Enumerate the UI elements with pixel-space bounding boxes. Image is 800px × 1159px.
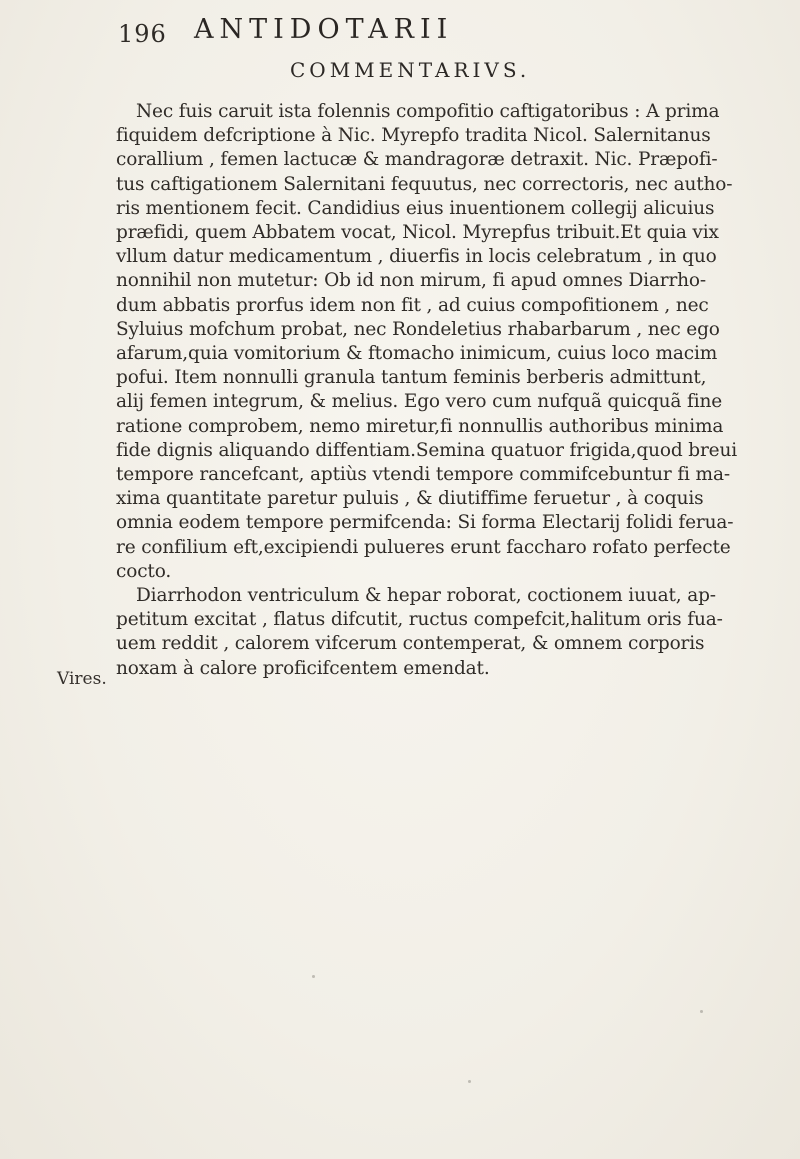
- paper-speck: [468, 1080, 471, 1083]
- text-line: Diarrhodon ventriculum & hepar roborat, coctionem iuuat, ap-: [136, 585, 716, 607]
- text-line: dum abbatis prorfus idem non fit , ad cuius compofitionem , nec: [116, 294, 709, 316]
- running-head: [118, 14, 758, 54]
- paragraph-commentary: [116, 100, 736, 584]
- text-line: omnia eodem tempore permifcenda: Si forma Electarij folidi ferua-: [116, 512, 734, 534]
- margin-note: Vires.: [57, 669, 107, 689]
- text-line: pofui. Item nonnulli granula tantum feminis berberis admittunt,: [116, 367, 707, 389]
- text-line: præfidi, quem Abbatem vocat, Nicol. Myrepfus tribuit.Et quia vix: [116, 222, 719, 244]
- text-line: uem reddit , calorem vifcerum contemperat, & omnem corporis: [116, 633, 705, 655]
- text-line: xima quantitate paretur puluis , & diutiffime feruetur , à coquis: [116, 488, 704, 510]
- text-line: ris mentionem fecit. Candidius eius inuentionem collegij alicuius: [116, 197, 715, 219]
- text-line: vllum datur medicamentum , diuerfis in locis celebratum , in quo: [116, 246, 717, 268]
- running-title: ANTIDOTARII: [194, 14, 454, 45]
- page-number: 196: [118, 20, 167, 48]
- text-line: fide dignis aliquando diffentiam.Semina quatuor frigida,quod breui: [116, 439, 737, 461]
- text-line: noxam à calore proficifcentem emendat.: [116, 657, 490, 679]
- text-line: tus caftigationem Salernitani fequutus, nec correctoris, nec autho-: [116, 173, 733, 195]
- text-line: nonnihil non mutetur: Ob id non mirum, fi apud omnes Diarrho-: [116, 270, 707, 292]
- paper-speck: [700, 1010, 703, 1013]
- text-line: corallium , femen lactucæ & mandragoræ detraxit. Nic. Præpofi-: [116, 149, 718, 171]
- text-line: Nec fuis caruit ista folennis compofitio caftigatoribus : A prima: [136, 101, 720, 122]
- text-line: ratione comprobem, nemo miretur,fi nonnullis authoribus minima: [116, 415, 724, 437]
- body-text: [116, 100, 736, 681]
- text-line: petitum excitat , flatus difcutit, ructus compefcit,halitum oris fua-: [116, 609, 723, 631]
- text-line: tempore rancefcant, aptiùs vtendi tempore commifcebuntur fi ma-: [116, 464, 730, 486]
- text-line: fiquidem defcriptione à Nic. Myrepfo tradita Nicol. Salernitanus: [116, 125, 711, 147]
- text-line: alij femen integrum, & melius. Ego vero cum nufquã quicquã fine: [116, 391, 723, 413]
- text-line: afarum,quia vomitorium & ftomacho inimicum, cuius loco macim: [116, 343, 718, 365]
- paper-speck: [312, 975, 315, 978]
- paragraph-vires: [116, 584, 736, 681]
- section-heading: COMMENTARIVS.: [290, 58, 531, 82]
- text-line: cocto.: [116, 560, 172, 582]
- text-line: re confilium eft,excipiendi pulueres erunt faccharo rofato perfecte: [116, 536, 731, 558]
- text-line: Syluius mofchum probat, nec Rondeletius rhabarbarum , nec ego: [116, 318, 720, 340]
